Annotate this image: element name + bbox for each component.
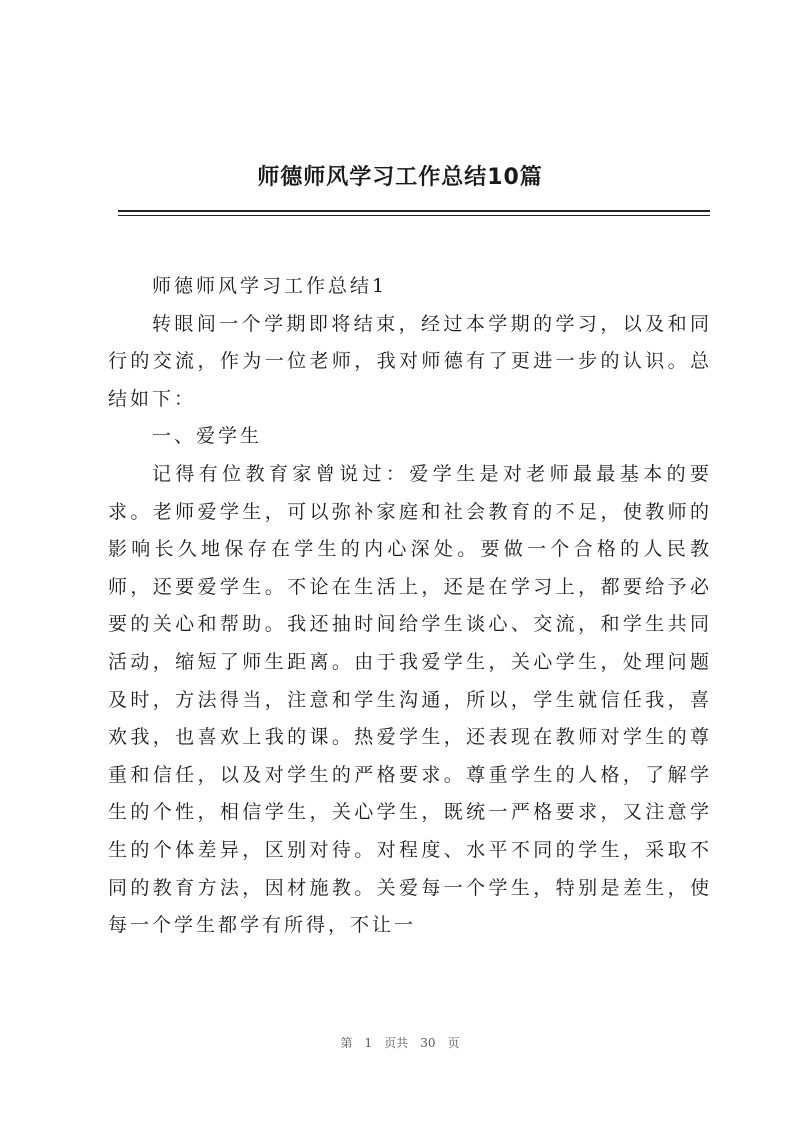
document-body (108, 268, 712, 945)
total-pages-number: 30 (420, 1036, 436, 1050)
paragraph-intro: 转眼间一个学期即将结束，经过本学期的学习，以及和同行的交流，作为一位老师，我对师德有了更进一步的认识。总结如下： (108, 312, 712, 410)
page-label-prefix: 第 (340, 1036, 353, 1050)
page-label-suffix: 页 (447, 1036, 460, 1050)
subheading-love-students: 一、爱学生 (152, 425, 263, 448)
current-page-number: 1 (364, 1036, 373, 1050)
page-footer (0, 1034, 800, 1051)
page-label-middle: 页共 (384, 1036, 409, 1050)
paragraph-love-students: 记得有位教育家曾说过：爱学生是对老师最最基本的要求。老师爱学生，可以弥补家庭和社会教育的不足，使教师的影响长久地保存在学生的内心深处。要做一个合格的人民教师，还要爱学生。不论在生活上，还是在学习上，都要给予必要的关心和帮助。我还抽时间给学生谈心、交流，和学生共同活动，缩短了师生距离。由于我爱学生，关心学生，处理问题及时，方法得当，注意和学生沟通，所以，学生就信任我，喜欢我，也喜欢上我的课。热爱学生，还表现在教师对学生的尊重和信任，以及对学生的严格要求。尊重学生的人格，了解学生的个性，相信学生，关心学生，既统一严格要求，又注意学生的个体差异，区别对待。对程度、水平不同的学生，采取不同的教育方法，因材施教。关爱每一个学生，特别是差生，使每一个学生都学有所得，不让一 (108, 462, 712, 937)
document-title: 师德师风学习工作总结10篇 (257, 165, 543, 190)
section-heading: 师德师风学习工作总结1 (152, 275, 388, 297)
title-underline-rule (118, 210, 710, 216)
